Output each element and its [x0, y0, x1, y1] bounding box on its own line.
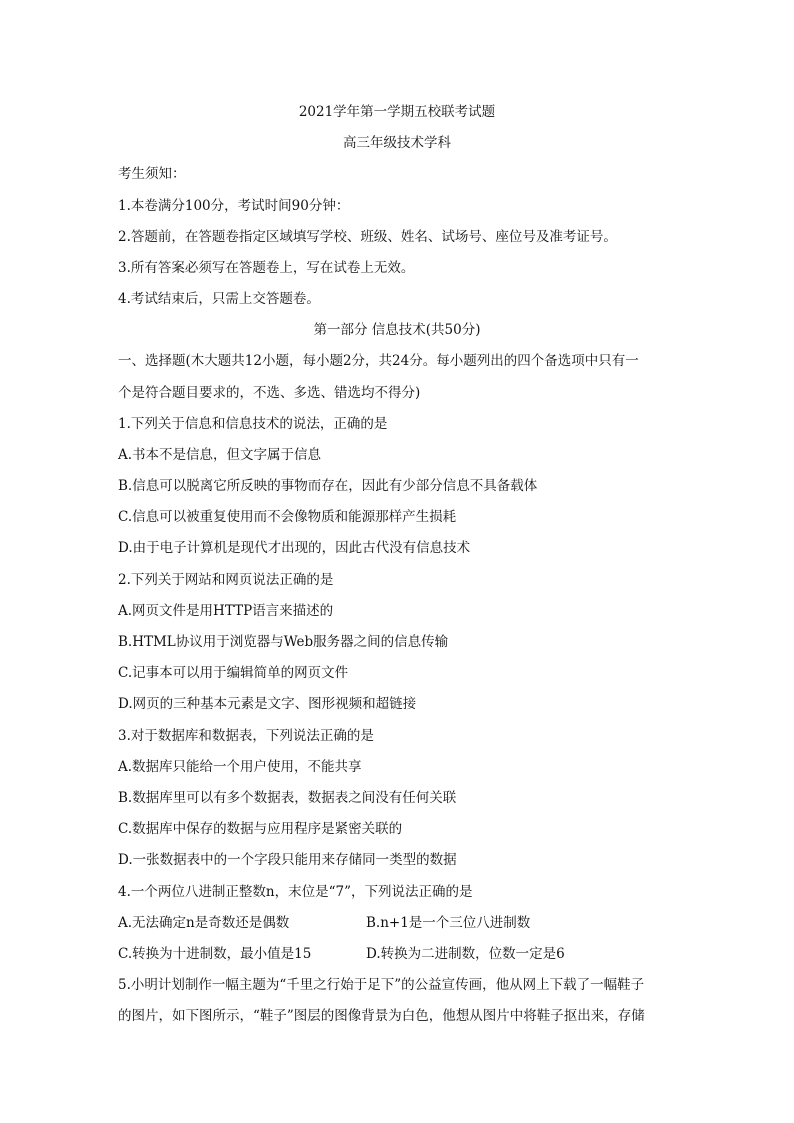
question-2-option-a: A.网页文件是用HTTP语言来描述的 — [118, 603, 334, 619]
question-4-option-c: C.转换为十进制数，最小值是15 — [118, 946, 312, 962]
notice-item-2: 2.答题前，在答题卷指定区域填写学校、班级、姓名、试场号、座位号及准考证号。 — [118, 229, 617, 245]
question-5-line-1: 5.小明计划制作一幅主题为“千里之行始于足下”的公益宣传画，他从网上下载了一幅鞋子 — [118, 977, 645, 993]
part-title: 第一部分 信息技术(共50分) — [313, 322, 481, 338]
notice-heading: 考生须知： — [118, 166, 186, 182]
exam-subtitle: 高三年级技术学科 — [343, 135, 451, 151]
question-2-option-d: D.网页的三种基本元素是文字、图形视频和超链接 — [118, 696, 417, 712]
section-instructions-line-1: 一、选择题(木大题共12小题，每小题2分，共24分。每小题列出的四个备选项中只有一 — [118, 353, 639, 369]
question-2-option-b: B.HTML协议用于浏览器与Web服务器之间的信息传输 — [118, 634, 449, 650]
question-1-option-b: B.信息可以脱离它所反映的事物而存在，因此有少部分信息不具备载体 — [118, 478, 538, 494]
question-1-stem: 1.下列关于信息和信息技术的说法，正确的是 — [118, 416, 388, 432]
question-4-option-d: D.转换为二进制数，位数一定是6 — [366, 946, 565, 962]
question-3-option-c: C.数据库中保存的数据与应用程序是紧密关联的 — [118, 821, 403, 837]
question-1-option-a: A.书本不是信息，但文字属于信息 — [118, 447, 322, 463]
question-1-option-c: C.信息可以被重复使用而不会像物质和能源那样产生损耗 — [118, 509, 457, 525]
section-instructions-line-2: 个是符合题目要求的，不选、多选、错选均不得分) — [118, 385, 421, 401]
notice-item-1: 1.本卷满分100分，考试时间90分钟： — [118, 198, 350, 214]
notice-item-3: 3.所有答案必须写在答题卷上，写在试卷上无效。 — [118, 260, 415, 276]
question-3-option-a: A.数据库只能给一个用户使用，不能共享 — [118, 759, 362, 775]
question-1-option-d: D.由于电子计算机是现代才出现的，因此古代没有信息技术 — [118, 540, 471, 556]
question-4-option-a: A.无法确定n是奇数还是偶数 — [118, 915, 290, 931]
exam-title: 2021学年第一学期五校联考试题 — [298, 104, 496, 120]
question-2-stem: 2.下列关于网站和网页说法正确的是 — [118, 572, 334, 588]
question-5-line-2: 的图片，如下图所示，“鞋子”图层的图像背景为白色，他想从图片中将鞋子抠出来，存储 — [118, 1008, 645, 1024]
question-4-stem: 4.一个两位八进制正整数n，末位是“7”，下列说法正确的是 — [118, 884, 473, 900]
question-3-option-b: B.数据库里可以有多个数据表，数据表之间没有任何关联 — [118, 790, 457, 806]
question-4-option-b: B.n+1是一个三位八进制数 — [366, 915, 531, 931]
notice-item-4: 4.考试结束后，只需上交答题卷。 — [118, 291, 320, 307]
question-3-option-d: D.一张数据表中的一个字段只能用来存储同一类型的数据 — [118, 852, 457, 868]
question-3-stem: 3.对于数据库和数据表，下列说法正确的是 — [118, 728, 374, 744]
question-2-option-c: C.记事本可以用于编辑简单的网页文件 — [118, 665, 349, 681]
